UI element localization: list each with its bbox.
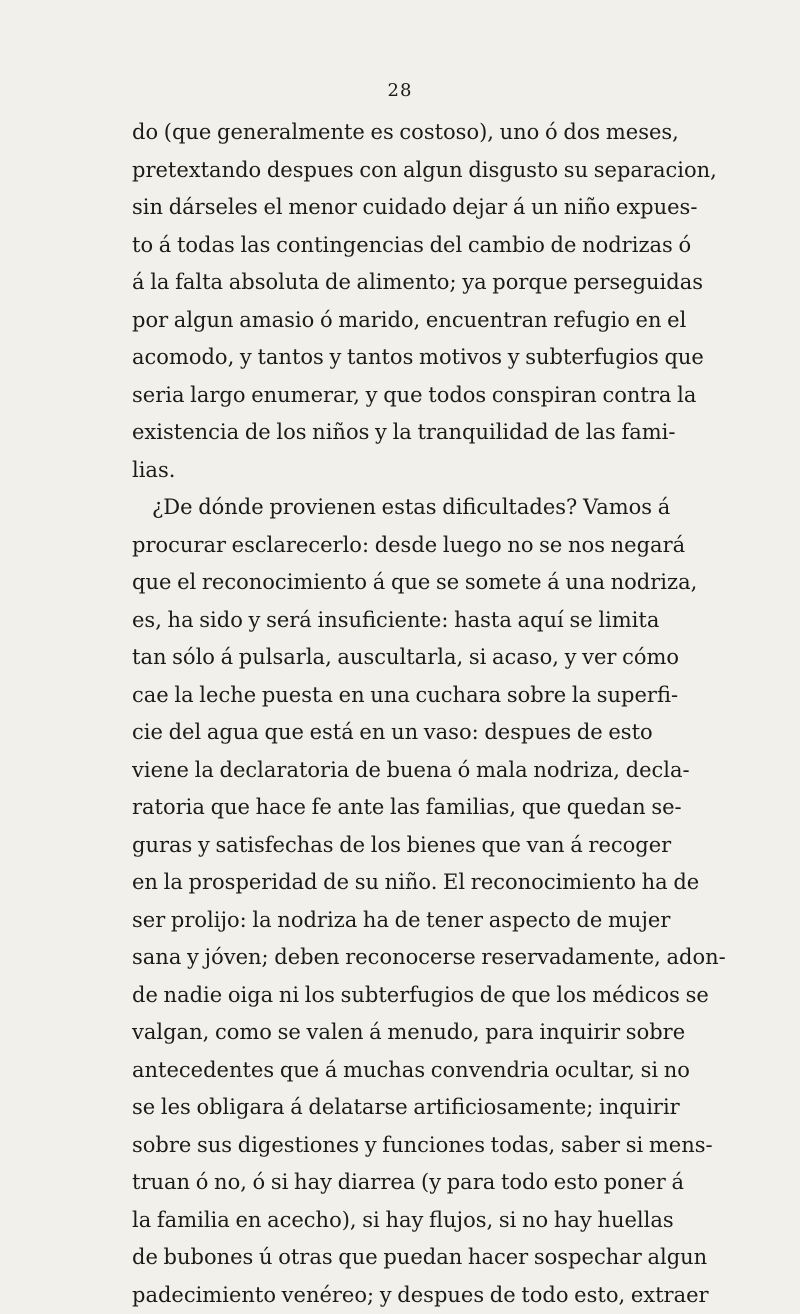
text-line: ser prolijo: la nodriza ha de tener aspecto de mujer bbox=[132, 902, 652, 940]
text-line: de nadie oiga ni los subterfugios de que los médicos se bbox=[132, 977, 652, 1015]
text-line: se les obligara á delatarse artificiosamente; inquirir bbox=[132, 1089, 652, 1127]
body-text bbox=[132, 114, 652, 1314]
text-line: pretextando despues con algun disgusto su separacion, bbox=[132, 152, 652, 190]
text-line: tan sólo á pulsarla, auscultarla, si acaso, y ver cómo bbox=[132, 639, 652, 677]
text-line: existencia de los niños y la tranquilidad de las fami- bbox=[132, 414, 652, 452]
text-line: en la prosperidad de su niño. El reconocimiento ha de bbox=[132, 864, 652, 902]
text-line: sin dárseles el menor cuidado dejar á un niño expues- bbox=[132, 189, 652, 227]
text-line: lias. bbox=[132, 452, 652, 490]
text-line: procurar esclarecerlo: desde luego no se nos negará bbox=[132, 527, 652, 565]
text-line: padecimiento venéreo; y despues de todo esto, extraer bbox=[132, 1277, 652, 1314]
text-line: seria largo enumerar, y que todos conspiran contra la bbox=[132, 377, 652, 415]
text-line: viene la declaratoria de buena ó mala nodriza, decla- bbox=[132, 752, 652, 790]
text-line: antecedentes que á muchas convendria ocultar, si no bbox=[132, 1052, 652, 1090]
text-line: do (que generalmente es costoso), uno ó dos meses, bbox=[132, 114, 652, 152]
text-line: la familia en acecho), si hay flujos, si no hay huellas bbox=[132, 1202, 652, 1240]
text-line: sobre sus digestiones y funciones todas, saber si mens- bbox=[132, 1127, 652, 1165]
text-line: guras y satisfechas de los bienes que van á recoger bbox=[132, 827, 652, 865]
text-line: acomodo, y tantos y tantos motivos y subterfugios que bbox=[132, 339, 652, 377]
text-line: de bubones ú otras que puedan hacer sospechar algun bbox=[132, 1239, 652, 1277]
text-line: á la falta absoluta de alimento; ya porque perseguidas bbox=[132, 264, 652, 302]
text-line: truan ó no, ó si hay diarrea (y para todo esto poner á bbox=[132, 1164, 652, 1202]
text-line: que el reconocimiento á que se somete á una nodriza, bbox=[132, 564, 652, 602]
text-line: to á todas las contingencias del cambio de nodrizas ó bbox=[132, 227, 652, 265]
text-line: cie del agua que está en un vaso: despues de esto bbox=[132, 714, 652, 752]
text-line: es, ha sido y será insuficiente: hasta aquí se limita bbox=[132, 602, 652, 640]
text-line: por algun amasio ó marido, encuentran refugio en el bbox=[132, 302, 652, 340]
text-line: sana y jóven; deben reconocerse reservadamente, adon- bbox=[132, 939, 652, 977]
text-line: ¿De dónde provienen estas dificultades? Vamos á bbox=[132, 489, 652, 527]
text-line: ratoria que hace fe ante las familias, que quedan se- bbox=[132, 789, 652, 827]
page-number: 28 bbox=[0, 80, 800, 101]
text-line: valgan, como se valen á menudo, para inquirir sobre bbox=[132, 1014, 652, 1052]
text-line: cae la leche puesta en una cuchara sobre la superfi- bbox=[132, 677, 652, 715]
